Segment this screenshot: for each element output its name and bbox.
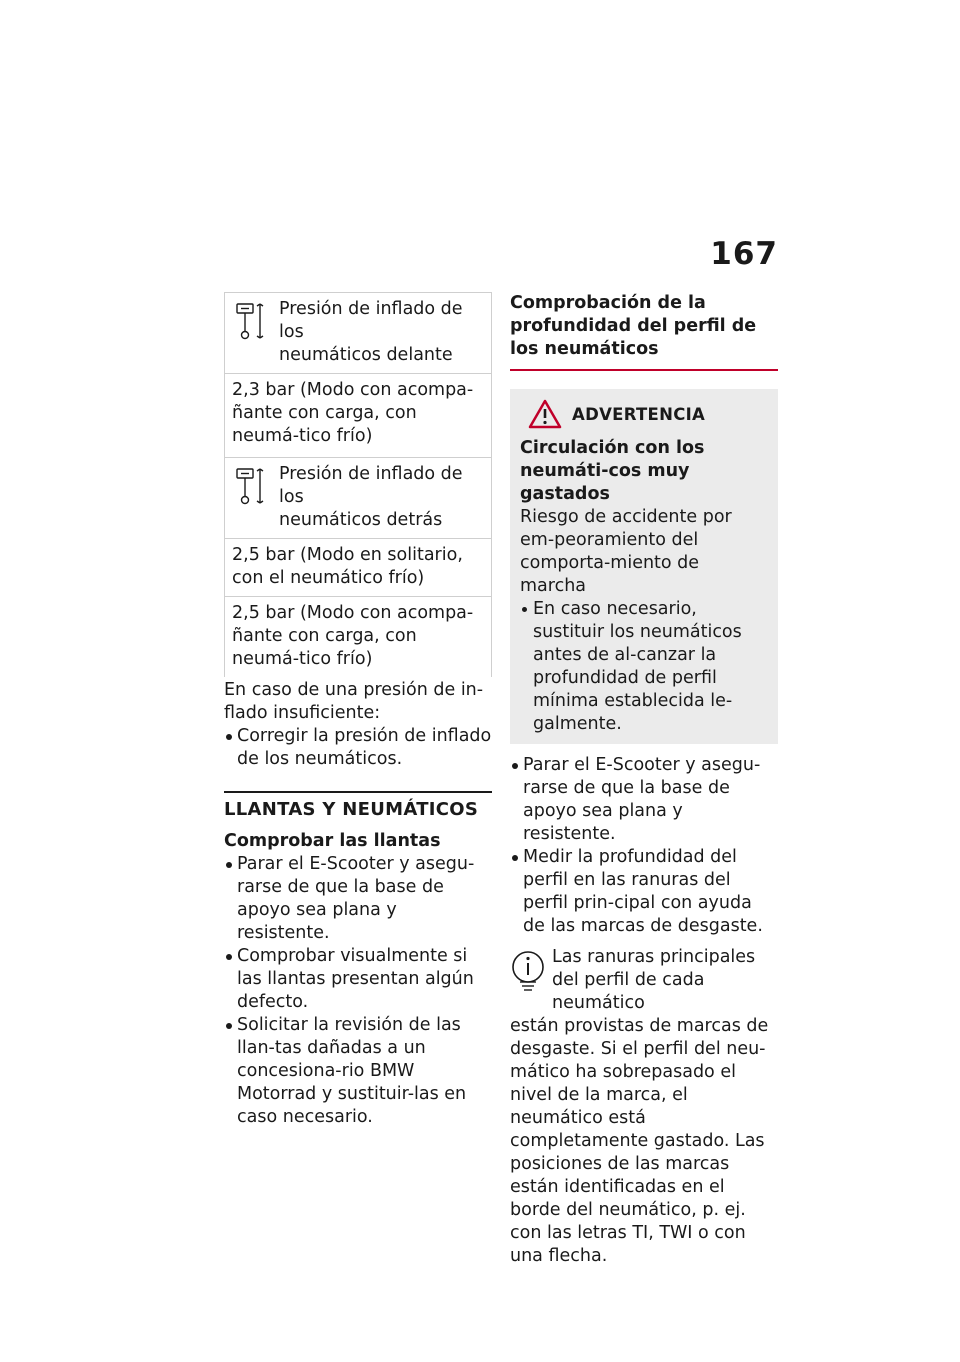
rear-pressure-value-passenger: 2,5 bar (Modo con acompa-ñante con carga, con neumá-tico frío) [232,603,474,669]
warning-triangle-icon [528,399,562,429]
warning-list [520,598,768,736]
warning-label: ADVERTENCIA [572,404,706,424]
low-pressure-text: En caso de una presión de in-flado insuficiente: [224,680,484,723]
front-pressure-label-line1: Presión de inflado de los [279,299,463,342]
warning-subtitle: Circulación con los neumáti-cos muy gastados [520,438,705,504]
low-pressure-list [224,725,492,771]
subsection-title: Comprobar las llantas [224,831,441,851]
rear-pressure-value-solo: 2,5 bar (Modo en solitario, con el neumático frío) [232,545,463,588]
warning-box [510,389,778,744]
spec-row-rear-value-1 [224,539,492,597]
spec-row-rear-header [224,458,492,539]
list-item: Comprobar visualmente si las llantas presentan algún defecto. [224,945,492,1014]
list-item: Medir la profundidad del perfil en las ranuras del perfil prin-cipal con ayuda de las marcas de desgaste. [510,846,778,938]
list-item: En caso necesario, sustituir los neumáticos antes de al-canzar la profundidad de perfil mínima establecida le-galmente. [520,598,768,736]
info-note-first: Las ranuras principales del perfil de cada neumático [552,947,756,1013]
info-note [510,946,778,1268]
section-title: LLANTAS Y NEUMÁTICOS [224,791,492,822]
spec-row-rear-value-2 [224,597,492,677]
list-item: Corregir la presión de inflado de los neumáticos. [224,725,492,771]
info-note-text: están provistas de marcas de desgaste. Si el perfil del neu-mático ha sobrepasado el nivel de la marca, el neumático está completamente gastado. Las posiciones de las marcas están identificadas en el borde del neumático, p. ej. con las letras TI, TWI o con una flecha. [510,1016,769,1266]
left-column [224,292,492,1129]
spec-row-front-value [224,374,492,458]
list-item: Parar el E-Scooter y asegu-rarse de que la base de apoyo sea plana y resistente. [224,853,492,945]
tire-pressure-gauge-icon [235,463,275,532]
rim-check-list [224,853,492,1129]
info-lightbulb-icon [508,948,548,994]
front-pressure-value: 2,3 bar (Modo con acompa-ñante con carga, con neumá-tico frío) [232,380,474,446]
rear-pressure-label-line2: neumáticos detrás [279,510,443,530]
list-item: Parar el E-Scooter y asegu-rarse de que la base de apoyo sea plana y resistente. [510,754,778,846]
front-pressure-label-line2: neumáticos delante [279,345,453,365]
warning-text: Riesgo de accidente por em-peoramiento del comporta-miento de marcha [520,507,732,596]
rear-pressure-label-line1: Presión de inflado de los [279,464,463,507]
tread-depth-title: Comprobación de la profundidad del perfil de los neumáticos [510,292,778,371]
list-item: Solicitar la revisión de las llan-tas dañadas a un concesiona-rio BMW Motorrad y sustituir-las en caso necesario. [224,1014,492,1129]
page-number: 167 [710,236,778,272]
tire-pressure-table [224,292,492,677]
tire-pressure-gauge-icon [235,298,275,367]
spec-row-front-header [224,293,492,374]
right-column [510,292,778,1268]
tread-depth-steps [510,754,778,938]
